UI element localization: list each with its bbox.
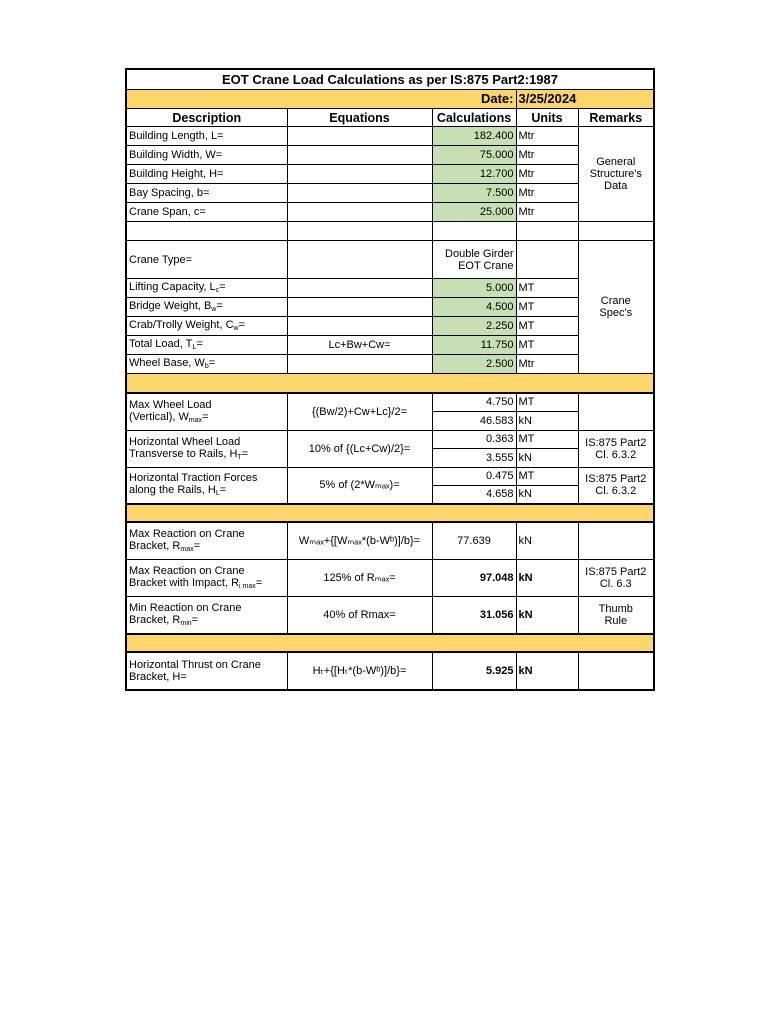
remark-cell[interactable]: IS:875 Part2 Cl. 6.3.2 bbox=[578, 430, 654, 467]
remark-cell[interactable] bbox=[578, 652, 654, 690]
desc-text: (Vertical), W bbox=[129, 410, 189, 423]
unit-cell[interactable] bbox=[516, 241, 578, 279]
calc-cell[interactable]: 25.000 bbox=[432, 203, 516, 222]
desc-text: Horizontal Traction Forces bbox=[129, 472, 258, 485]
blank-cell[interactable] bbox=[432, 222, 516, 241]
eq-cell[interactable] bbox=[287, 127, 432, 146]
header-calculations[interactable]: Calculations bbox=[432, 109, 516, 127]
table-row bbox=[126, 430, 654, 448]
unit-cell[interactable]: kN bbox=[516, 485, 578, 504]
unit-cell[interactable]: kN bbox=[516, 522, 578, 560]
calc-cell[interactable]: 5.000 bbox=[432, 279, 516, 298]
calc-cell[interactable]: 2.250 bbox=[432, 317, 516, 336]
desc-text: Horizontal Wheel Load bbox=[129, 435, 241, 448]
date-label: Date: bbox=[126, 90, 516, 109]
subscript: w bbox=[211, 306, 217, 313]
eq-cell[interactable] bbox=[287, 203, 432, 222]
table-row bbox=[126, 241, 654, 279]
eq-cell[interactable]: Wₘₐₓ+{[Wₘₐₓ*(b-Wᵇ)]/b}= bbox=[287, 522, 432, 560]
calc-cell[interactable]: 5.925 bbox=[432, 652, 516, 690]
table-row bbox=[126, 184, 654, 203]
calc-cell[interactable]: 31.056 bbox=[432, 597, 516, 635]
eq-cell[interactable] bbox=[287, 165, 432, 184]
remark-structure[interactable]: General Structure's Data bbox=[578, 127, 654, 222]
desc-text: Max Reaction on Crane bbox=[129, 565, 245, 577]
blank-cell[interactable] bbox=[516, 222, 578, 241]
calc-cell[interactable]: 4.750 bbox=[432, 393, 516, 411]
header-description[interactable]: Description bbox=[126, 109, 287, 127]
table-row bbox=[126, 298, 654, 317]
calc-cell[interactable]: 11.750 bbox=[432, 336, 516, 355]
table-row bbox=[126, 127, 654, 146]
subscript: w bbox=[233, 325, 239, 332]
desc-cell[interactable]: Horizontal Traction Forces along the Rails, HL= bbox=[126, 467, 287, 504]
eq-cell[interactable] bbox=[287, 146, 432, 165]
table-row bbox=[126, 336, 654, 355]
table-row bbox=[126, 652, 654, 690]
blank-cell[interactable] bbox=[287, 222, 432, 241]
unit-cell[interactable]: MT bbox=[516, 279, 578, 298]
unit-cell[interactable]: kN bbox=[516, 448, 578, 467]
yellow-separator bbox=[126, 504, 654, 522]
unit-cell[interactable]: kN bbox=[516, 411, 578, 430]
desc-text: Wheel Base, W bbox=[129, 357, 205, 369]
unit-cell[interactable]: Mtr bbox=[516, 203, 578, 222]
calc-cell[interactable]: 4.658 bbox=[432, 485, 516, 504]
calc-cell[interactable]: 3.555 bbox=[432, 448, 516, 467]
desc-cell[interactable] bbox=[126, 652, 287, 690]
table-row bbox=[126, 165, 654, 184]
desc-cell[interactable]: Bridge Weight, Bw= bbox=[126, 298, 287, 317]
subscript: b bbox=[204, 363, 209, 370]
subscript: max bbox=[188, 416, 203, 424]
unit-cell[interactable]: Mtr bbox=[516, 355, 578, 374]
calc-table bbox=[125, 68, 655, 691]
eq-cell[interactable] bbox=[287, 317, 432, 336]
subscript: min bbox=[180, 620, 192, 627]
calc-cell[interactable]: 2.500 bbox=[432, 355, 516, 374]
eq-cell[interactable]: 125% of Rₘₐₓ= bbox=[287, 560, 432, 597]
desc-text: Max Reaction on Crane bbox=[129, 528, 245, 540]
calc-cell[interactable]: 0.363 bbox=[432, 430, 516, 448]
table-row bbox=[126, 355, 654, 374]
eq-cell[interactable] bbox=[287, 279, 432, 298]
eq-cell[interactable] bbox=[287, 355, 432, 374]
desc-cell[interactable]: Crane Type= bbox=[126, 241, 287, 279]
calc-cell[interactable]: 182.400 bbox=[432, 127, 516, 146]
unit-cell[interactable]: Mtr bbox=[516, 146, 578, 165]
unit-cell[interactable]: kN bbox=[516, 560, 578, 597]
yellow-separator bbox=[126, 634, 654, 652]
unit-cell[interactable]: MT bbox=[516, 393, 578, 411]
desc-text: Crab/Trolly Weight, C bbox=[129, 319, 234, 331]
desc-cell[interactable]: Total Load, TL= bbox=[126, 336, 287, 355]
calc-cell[interactable]: Double Girder EOT Crane bbox=[432, 241, 516, 279]
table-row bbox=[126, 522, 654, 560]
separator-cell[interactable] bbox=[126, 634, 654, 652]
desc-text: Bracket, H= bbox=[129, 671, 187, 683]
desc-cell[interactable]: Crane Span, c= bbox=[126, 203, 287, 222]
calc-sheet bbox=[125, 68, 653, 691]
eq-cell[interactable] bbox=[287, 298, 432, 317]
calc-cell[interactable]: 4.500 bbox=[432, 298, 516, 317]
unit-cell[interactable]: MT bbox=[516, 430, 578, 448]
remark-cell[interactable] bbox=[578, 522, 654, 560]
desc-cell[interactable]: Wheel Base, Wb= bbox=[126, 355, 287, 374]
desc-text: Horizontal Thrust on Crane bbox=[129, 659, 261, 671]
unit-cell[interactable]: Mtr bbox=[516, 165, 578, 184]
table-row bbox=[126, 279, 654, 298]
remark-cell[interactable] bbox=[578, 393, 654, 430]
table-row bbox=[126, 203, 654, 222]
unit-cell[interactable]: MT bbox=[516, 467, 578, 485]
separator-cell[interactable] bbox=[126, 504, 654, 522]
desc-cell[interactable]: Max Wheel Load (Vertical), Wmax= bbox=[126, 393, 287, 430]
calc-cell[interactable]: 97.048 bbox=[432, 560, 516, 597]
remark-cell[interactable]: Thumb Rule bbox=[578, 597, 654, 635]
sheet-title[interactable]: EOT Crane Load Calculations as per IS:875 Part2:1987 bbox=[126, 69, 654, 90]
remark-cell[interactable]: IS:875 Part2 Cl. 6.3 bbox=[578, 560, 654, 597]
desc-text: Lifting Capacity, L bbox=[129, 281, 216, 293]
desc-text: Bracket, R bbox=[129, 614, 181, 626]
table-row bbox=[126, 393, 654, 411]
unit-cell[interactable]: Mtr bbox=[516, 184, 578, 203]
unit-cell[interactable]: MT bbox=[516, 336, 578, 355]
yellow-separator bbox=[126, 374, 654, 394]
eq-cell[interactable]: Lᴄ+Bᴡ+Cᴡ= bbox=[287, 336, 432, 355]
desc-text: Min Reaction on Crane bbox=[129, 602, 242, 614]
table-row bbox=[126, 597, 654, 635]
header-remarks[interactable]: Remarks bbox=[578, 109, 654, 127]
desc-text: Transverse to Rails, H bbox=[129, 447, 238, 460]
header-equations[interactable]: Equations bbox=[287, 109, 432, 127]
calc-cell[interactable]: 77.639 bbox=[432, 522, 516, 560]
unit-cell[interactable]: kN bbox=[516, 597, 578, 635]
blank-cell[interactable] bbox=[126, 222, 287, 241]
subscript: L bbox=[215, 490, 220, 498]
eq-cell[interactable]: {(Bᴡ/2)+Cᴡ+Lᴄ}/2= bbox=[287, 393, 432, 430]
calc-cell[interactable]: 75.000 bbox=[432, 146, 516, 165]
table-row bbox=[126, 146, 654, 165]
desc-cell[interactable]: Building Width, W= bbox=[126, 146, 287, 165]
subscript: T bbox=[237, 453, 242, 461]
remark-crane[interactable]: Crane Spec's bbox=[578, 241, 654, 374]
unit-cell[interactable]: MT bbox=[516, 298, 578, 317]
unit-cell[interactable]: Mtr bbox=[516, 127, 578, 146]
calc-cell[interactable]: 12.700 bbox=[432, 165, 516, 184]
desc-text: along the Rails, H bbox=[129, 484, 216, 497]
calc-cell[interactable]: 46.583 bbox=[432, 411, 516, 430]
desc-cell[interactable]: Lifting Capacity, Lc= bbox=[126, 279, 287, 298]
table-row bbox=[126, 560, 654, 597]
desc-text: Max Wheel Load bbox=[129, 398, 212, 411]
desc-text: Bracket with Impact, R bbox=[129, 577, 240, 589]
desc-cell[interactable]: Bay Spacing, b= bbox=[126, 184, 287, 203]
desc-cell[interactable]: Max Reaction on Crane Bracket with Impact, Ri max= bbox=[126, 560, 287, 597]
eq-cell[interactable]: 40% of Rmax= bbox=[287, 597, 432, 635]
eq-cell[interactable]: Hₜ+{[Hₜ*(b-Wᵇ)]/b}= bbox=[287, 652, 432, 690]
subscript: L bbox=[192, 344, 197, 351]
unit-cell[interactable]: kN bbox=[516, 652, 578, 690]
eq-cell[interactable]: 5% of (2*Wₘₐₓ)= bbox=[287, 467, 432, 504]
eq-cell[interactable] bbox=[287, 241, 432, 279]
table-row bbox=[126, 317, 654, 336]
desc-cell[interactable]: Max Reaction on Crane Bracket, Rmax= bbox=[126, 522, 287, 560]
header-units[interactable]: Units bbox=[516, 109, 578, 127]
subscript: max bbox=[180, 546, 194, 553]
desc-cell[interactable]: Crab/Trolly Weight, Cw= bbox=[126, 317, 287, 336]
desc-text: Total Load, T bbox=[129, 338, 193, 350]
unit-cell[interactable]: MT bbox=[516, 317, 578, 336]
blank-row bbox=[126, 222, 654, 241]
eq-cell[interactable] bbox=[287, 184, 432, 203]
remark-cell[interactable]: IS:875 Part2 Cl. 6.3.2 bbox=[578, 467, 654, 504]
desc-cell[interactable]: Horizontal Wheel Load Transverse to Rails, HT= bbox=[126, 430, 287, 467]
calc-cell[interactable]: 0.475 bbox=[432, 467, 516, 485]
subscript: i max bbox=[239, 583, 256, 590]
desc-text: Bridge Weight, B bbox=[129, 300, 212, 312]
blank-cell[interactable] bbox=[578, 222, 654, 241]
calc-cell[interactable]: 7.500 bbox=[432, 184, 516, 203]
subscript: c bbox=[215, 287, 220, 294]
desc-cell[interactable]: Min Reaction on Crane Bracket, Rmin= bbox=[126, 597, 287, 635]
separator-cell[interactable] bbox=[126, 374, 654, 394]
desc-text: Bracket, R bbox=[129, 540, 181, 552]
desc-cell[interactable]: Building Length, L= bbox=[126, 127, 287, 146]
date-value[interactable]: 3/25/2024 bbox=[516, 90, 654, 109]
desc-cell[interactable]: Building Height, H= bbox=[126, 165, 287, 184]
table-row bbox=[126, 467, 654, 485]
eq-cell[interactable]: 10% of {(Lᴄ+Cᴡ)/2}= bbox=[287, 430, 432, 467]
